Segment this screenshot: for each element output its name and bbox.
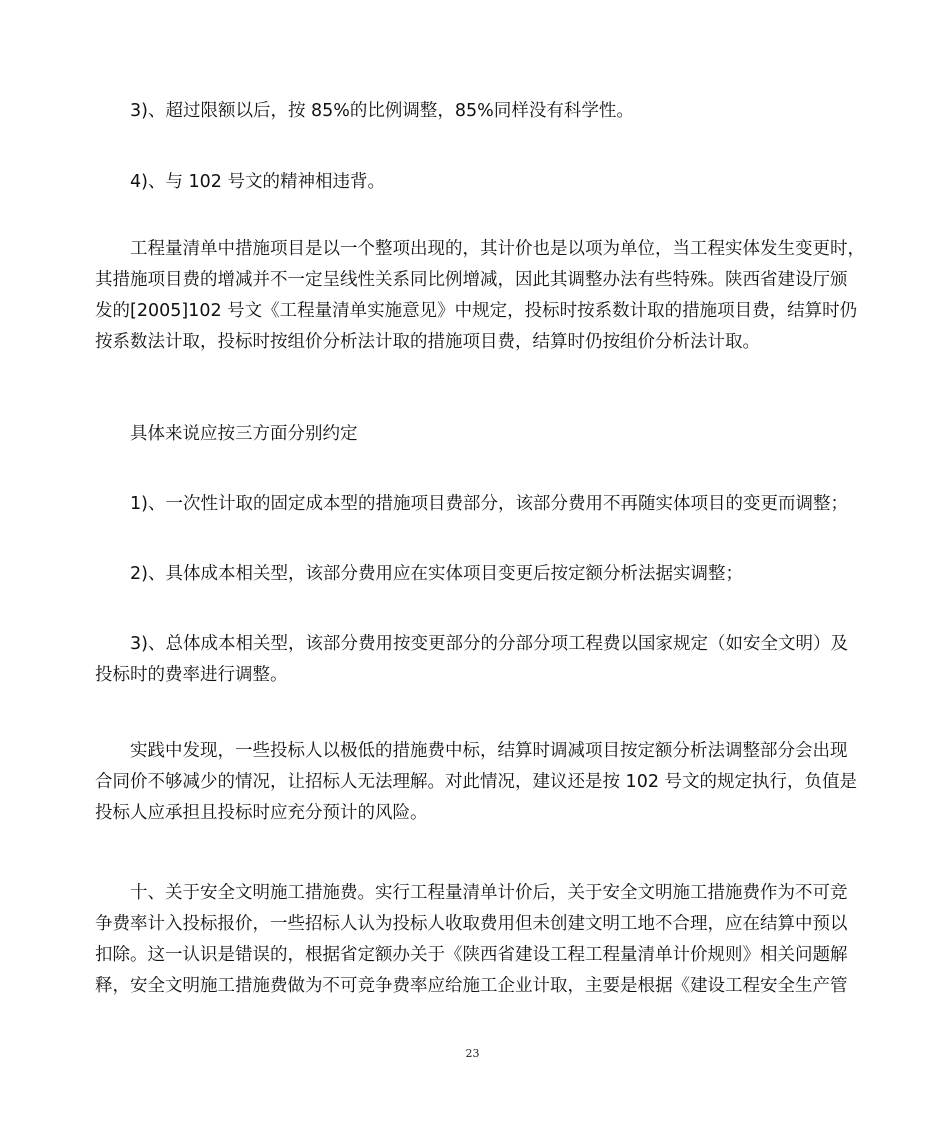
paragraph-section-10-safety-fee (95, 878, 875, 1002)
text-line: 1)、一次性计取的固定成本型的措施项目费部分，该部分费用不再随实体项目的变更而调整； (95, 494, 848, 514)
text-line: 工程量清单中措施项目是以一个整项出现的，其计价也是以项为单位，当工程实体发生变更时， (95, 239, 865, 259)
text-line: 3)、总体成本相关型，该部分费用按变更部分的分部分项工程费以国家规定（如安全文明）及 (95, 634, 848, 654)
paragraph-3-over-limit (95, 96, 875, 127)
text-line: 合同价不够减少的情况，让招标人无法理解。对此情况，建议还是按 102 号文的规定执行，负值是 (95, 772, 858, 792)
paragraph-measures-items (95, 234, 875, 358)
paragraph-item-3 (95, 629, 875, 691)
text-line: 3)、超过限额以后，按 85%的比例调整，85%同样没有科学性。 (95, 101, 634, 121)
paragraph-item-1 (95, 489, 875, 520)
text-line: 投标人应承担且投标时应充分预计的风险。 (95, 803, 428, 823)
text-line: 扣除。这一认识是错误的，根据省定额办关于《陕西省建设工程工程量清单计价规则》相关问题解 (95, 945, 848, 965)
text-line: 具体来说应按三方面分别约定 (95, 424, 358, 444)
text-line: 按系数法计取，投标时按组价分析法计取的措施项目费，结算时仍按组价分析法计取。 (95, 332, 760, 352)
text-line: 争费率计入投标报价，一些招标人认为投标人收取费用但未创建文明工地不合理，应在结算中预以 (95, 914, 848, 934)
text-line: 投标时的费率进行调整。 (95, 665, 288, 685)
text-line: 2)、具体成本相关型，该部分费用应在实体项目变更后按定额分析法据实调整； (95, 564, 743, 584)
text-line: 实践中发现，一些投标人以极低的措施费中标，结算时调减项目按定额分析法调整部分会出现 (95, 741, 848, 761)
paragraph-item-2 (95, 559, 875, 590)
text-line: 十、关于安全文明施工措施费。实行工程量清单计价后，关于安全文明施工措施费作为不可竞 (95, 883, 848, 903)
text-line: 其措施项目费的增减并不一定呈线性关系同比例增减，因此其调整办法有些特殊。陕西省建设厅颁 (95, 270, 848, 290)
text-line: 释，安全文明施工措施费做为不可竞争费率应给施工企业计取，主要是根据《建设工程安全生产管 (95, 976, 848, 996)
page-number: 23 (465, 1047, 480, 1060)
paragraph-three-aspects (95, 419, 875, 450)
text-line: 发的[2005]102 号文《工程量清单实施意见》中规定，投标时按系数计取的措施项目费，结算时仍 (95, 301, 858, 321)
paragraph-practice-findings (95, 736, 875, 829)
paragraph-4-contrary-to-doc-102 (95, 167, 875, 198)
text-line: 4)、与 102 号文的精神相违背。 (95, 172, 385, 192)
